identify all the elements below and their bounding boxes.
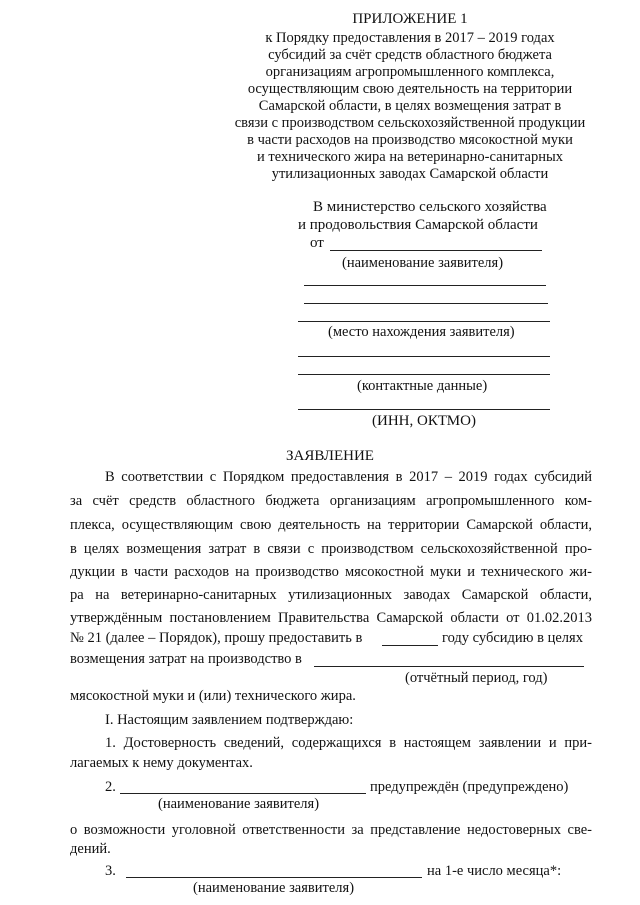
paragraph-line: за счёт средств областного бюджета организациям агропромышленного ком- <box>70 493 592 509</box>
item-2-text: предупреждён (предупреждено) <box>370 779 569 795</box>
document-title: ЗАЯВЛЕНИЕ <box>286 448 374 464</box>
applicant-name-caption: (наименование заявителя) <box>342 255 504 271</box>
from-label: от <box>310 235 324 251</box>
item-2-caption: (наименование заявителя) <box>158 796 320 812</box>
contact-caption: (контактные данные) <box>357 378 488 394</box>
appendix-line: субсидий за счёт средств областного бюджета <box>268 47 552 63</box>
addressee-line: и продовольствия Самарской области <box>298 217 538 233</box>
item-2-number: 2. <box>105 779 116 795</box>
item-1-line: 1. Достоверность сведений, содержащихся в настоящем заявлении и при- <box>105 735 592 751</box>
addressee-line: В министерство сельского хозяйства <box>313 199 547 215</box>
paragraph-line: В соответствии с Порядком предоставления в 2017 – 2019 годах субсидий <box>105 469 592 485</box>
contact-field[interactable] <box>298 356 550 357</box>
item-2-applicant-field[interactable] <box>120 793 366 794</box>
appendix-title: ПРИЛОЖЕНИЕ 1 <box>352 11 468 27</box>
item-1-line: лагаемых к нему документах. <box>70 755 253 771</box>
paragraph-line: плекса, осуществляющим свою деятельность на территории Самарской области, <box>70 517 592 533</box>
year-field[interactable] <box>382 645 438 646</box>
paragraph-line: году субсидию в целях <box>442 630 583 646</box>
appendix-line: утилизационных заводах Самарской области <box>271 166 549 182</box>
paragraph-line: ра на ветеринарно-санитарных утилизационных заводах Самарской области, <box>70 587 592 603</box>
item-3-text: на 1-е число месяца*: <box>427 863 562 879</box>
paragraph-line: мясокостной муки и (или) технического жира. <box>70 688 356 704</box>
section-heading: I. Настоящим заявлением подтверждаю: <box>105 712 354 728</box>
inn-caption: (ИНН, ОКТМО) <box>372 413 476 429</box>
item-2-continuation: о возможности уголовной ответственности за представление недостоверных све- <box>70 822 592 838</box>
inn-field[interactable] <box>298 409 550 410</box>
appendix-line: Самарской области, в целях возмещения затрат в <box>258 98 562 114</box>
appendix-line: осуществляющим свою деятельность на территории <box>247 81 573 97</box>
item-3-applicant-field[interactable] <box>126 877 422 878</box>
paragraph-line: в целях возмещения затрат в связи с производством сельскохозяйственной про- <box>70 541 592 557</box>
reporting-period-field[interactable] <box>314 666 584 667</box>
appendix-line: и технического жира на ветеринарно-санитарных <box>257 149 563 165</box>
item-3-caption: (наименование заявителя) <box>193 880 355 896</box>
appendix-line: организациям агропромышленного комплекса, <box>265 64 555 80</box>
paragraph-line: возмещения затрат на производство в <box>70 651 302 667</box>
location-field[interactable] <box>298 321 550 322</box>
item-2-continuation: дений. <box>70 841 111 857</box>
applicant-name-field[interactable] <box>330 250 542 251</box>
period-caption: (отчётный период, год) <box>405 670 548 686</box>
item-3-number: 3. <box>105 863 116 879</box>
appendix-line: в части расходов на производство мясокостной муки <box>247 132 573 148</box>
paragraph-line: дукции в части расходов на производство мясокостной муки и технического жи- <box>70 564 592 580</box>
appendix-line: к Порядку предоставления в 2017 – 2019 годах <box>265 30 555 46</box>
paragraph-line: № 21 (далее – Порядок), прошу предоставить в <box>70 630 363 646</box>
appendix-line: связи с производством сельскохозяйственной продукции <box>234 115 586 131</box>
location-field[interactable] <box>304 285 546 286</box>
contact-field[interactable] <box>298 374 550 375</box>
location-caption: (место нахождения заявителя) <box>328 324 515 340</box>
paragraph-line: утверждённым постановлением Правительства Самарской области от 01.02.2013 <box>70 610 592 626</box>
location-field[interactable] <box>304 303 548 304</box>
